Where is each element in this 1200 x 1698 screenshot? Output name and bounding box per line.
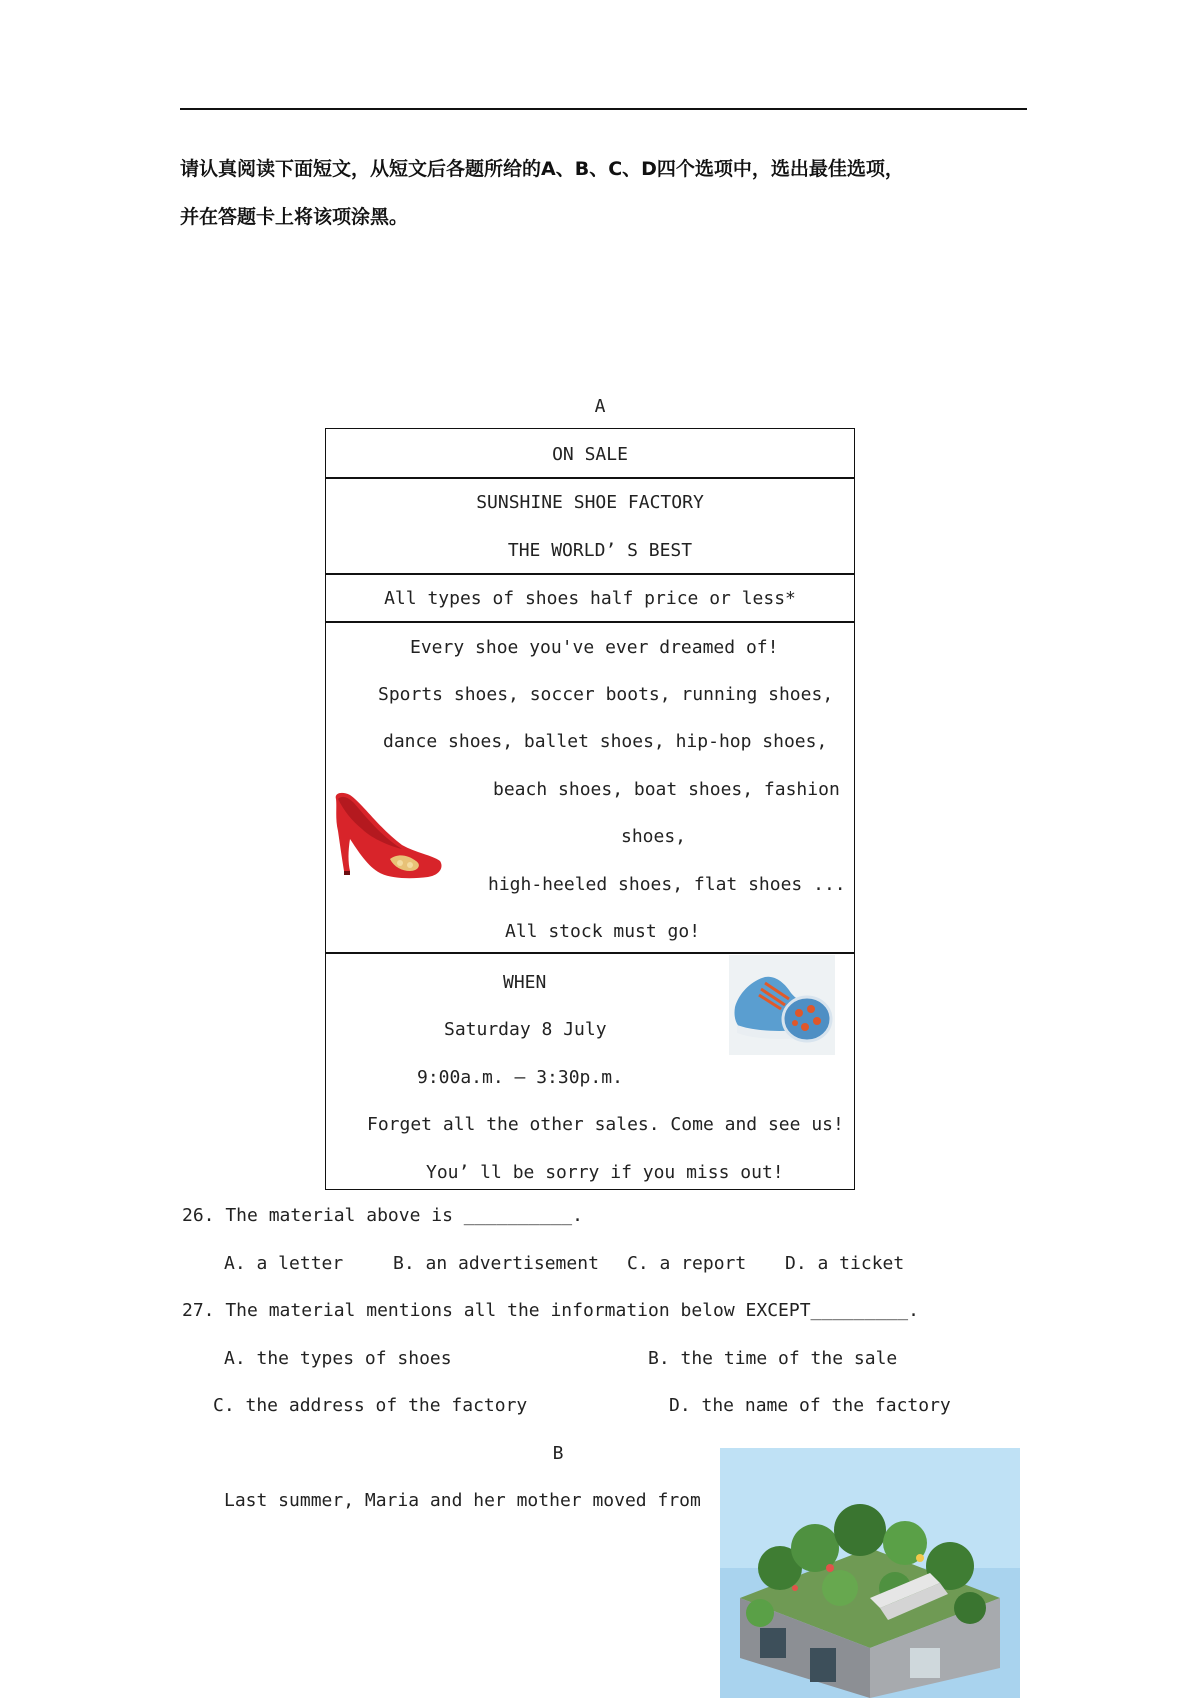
sale-advertisement — [325, 428, 855, 1190]
ad-line: dance shoes, ballet shoes, hip-hop shoes, — [383, 731, 828, 752]
question-27-stem: 27. The material mentions all the information below EXCEPT_________. — [182, 1300, 919, 1321]
blue-sports-shoe-icon — [729, 955, 835, 1055]
instructions-line-1: 请认真阅读下面短文，从短文后各题所给的A、B、C、D四个选项中，选出最佳选项， — [180, 158, 904, 180]
question-27-option-c[interactable]: C. the address of the factory — [213, 1395, 528, 1416]
question-26-stem: 26. The material above is __________. — [182, 1205, 583, 1226]
question-27-option-a[interactable]: A. the types of shoes — [224, 1348, 452, 1369]
ad-divider — [326, 573, 854, 575]
question-26-option-c[interactable]: C. a report — [627, 1253, 747, 1274]
red-high-heel-icon — [332, 789, 444, 881]
header-rule — [180, 108, 1027, 110]
ad-divider — [326, 952, 854, 954]
ad-line: shoes, — [621, 826, 687, 847]
rooftop-garden-house-icon — [720, 1448, 1020, 1698]
ad-line: high-heeled shoes, flat shoes ... — [488, 874, 846, 895]
passage-b-first-line: Last summer, Maria and her mother moved from — [224, 1490, 701, 1511]
ad-closing-2: You’ ll be sorry if you miss out! — [426, 1162, 784, 1183]
ad-closing-1: Forget all the other sales. Come and see us! — [367, 1114, 844, 1135]
question-26-option-b[interactable]: B. an advertisement — [393, 1253, 599, 1274]
ad-line: Every shoe you've ever dreamed of! — [410, 637, 779, 658]
ad-date: Saturday 8 July — [444, 1019, 607, 1040]
ad-time: 9:00a.m. — 3:30p.m. — [417, 1067, 623, 1088]
question-27-option-b[interactable]: B. the time of the sale — [648, 1348, 898, 1369]
ad-company: SUNSHINE SHOE FACTORY — [476, 492, 704, 513]
question-26-option-d[interactable]: D. a ticket — [785, 1253, 905, 1274]
passage-b-label: B — [552, 1443, 564, 1464]
ad-when-label: WHEN — [503, 972, 547, 993]
instructions-line-2: 并在答题卡上将该项涂黑。 — [180, 206, 409, 228]
question-27-option-d[interactable]: D. the name of the factory — [669, 1395, 951, 1416]
ad-banner: ON SALE — [552, 444, 628, 465]
ad-slogan: THE WORLD’ S BEST — [507, 540, 693, 561]
ad-divider — [326, 621, 854, 623]
question-26-option-a[interactable]: A. a letter — [224, 1253, 344, 1274]
ad-line: beach shoes, boat shoes, fashion — [493, 779, 840, 800]
passage-a-label: A — [594, 396, 606, 417]
ad-divider — [326, 477, 854, 479]
ad-line: All stock must go! — [505, 921, 701, 942]
ad-offer: All types of shoes half price or less* — [384, 588, 796, 609]
ad-line: Sports shoes, soccer boots, running shoes, — [378, 684, 834, 705]
